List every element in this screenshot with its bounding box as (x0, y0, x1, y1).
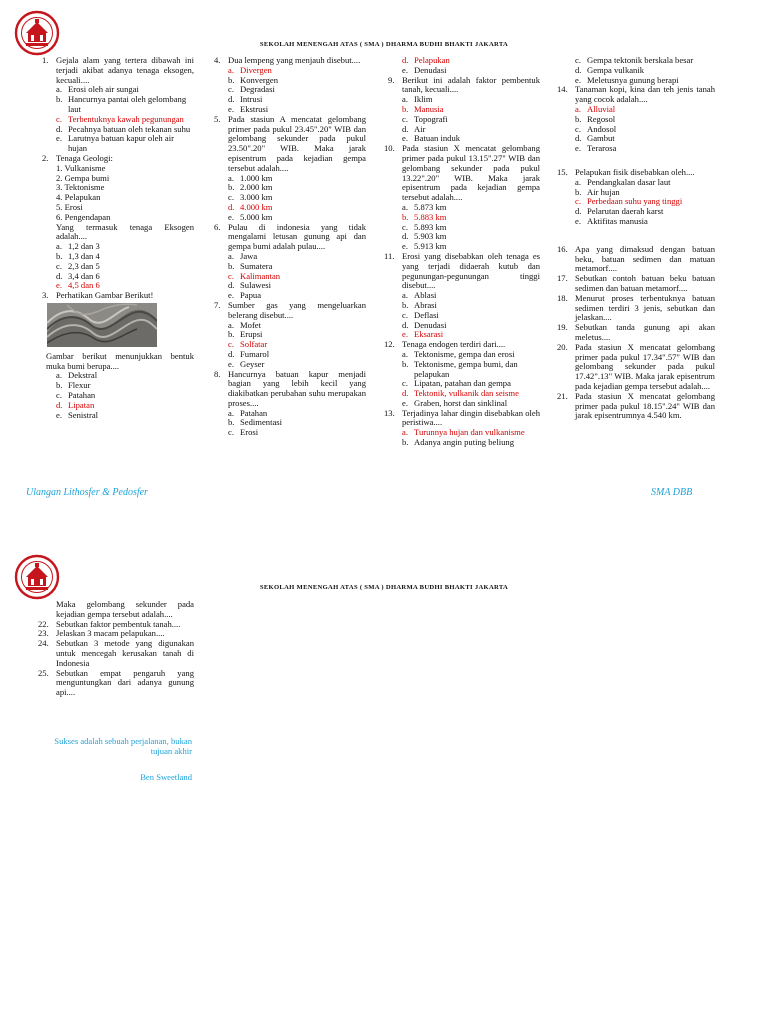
quote-author: Ben Sweetland (140, 772, 192, 782)
school-logo-icon (14, 554, 60, 600)
option-a: a. 5.873 km (402, 201, 447, 212)
option-a-answer: a. Divergen (228, 64, 272, 75)
option-a: a. Pendangkalan dasar laut (575, 176, 671, 187)
option-d-answer: d. Lipatan (56, 399, 95, 410)
option-e: e. Denudasi (402, 64, 447, 75)
option-c: c. 3.000 km (228, 192, 273, 203)
option-e: e. Ekstrusi (228, 103, 269, 114)
option-b: b. Flexur (56, 380, 91, 391)
option-d: d. Fumarol (228, 348, 270, 359)
option-b: b. 1,3 dan 4 (56, 250, 100, 261)
option-d: d. Intrusi (228, 94, 263, 105)
option-a: a. Iklim (402, 94, 433, 105)
school-title: SEKOLAH MENENGAH ATAS ( SMA ) DHARMA BUDHI BHAKTI JAKARTA (259, 584, 509, 591)
question-8: 8. Hancurnya batuan kapur menjadi bagian yang lebih kecil yang diakibatkan perubahan suhu merupakan proses.... (214, 368, 366, 408)
option-e: e. Terarosa (575, 143, 617, 154)
question-6: 6. Pulau di indonesia yang tidak mengalami letusan gunung api dan gempa bumi adalah pulau.... (214, 221, 366, 252)
question-22: 22. Sebutkan faktor pembentuk tanah.... (38, 618, 181, 629)
option-b: b. Regosol (575, 113, 616, 124)
option-e: e. 5.000 km (228, 211, 273, 222)
option-c-answer: c. Terbentuknya kawah pegunungan (56, 113, 184, 124)
question-2: 2. Tenaga Geologi: (42, 152, 113, 163)
option-c: c. 5.893 km (402, 221, 447, 232)
question-15: 15. Pelapukan fisik disebabkan oleh.... (557, 166, 695, 177)
question-10: 10. Pada stasiun X mencatat gelombang primer pada pukul 13.15".27" WIB dan gelombang sekunder pada pukul 13.22".20" WIB. Maka jarak episentrum pada kejadian gempa tersebut adalah.... (384, 143, 540, 203)
option-e: e. Geyser (228, 358, 265, 369)
option-b: b. Sedimentasi (228, 417, 283, 428)
option-b: b. Erupsi (228, 329, 263, 340)
question-text: Yang termasuk tenaga Eksogen adalah.... (56, 221, 194, 242)
option-e: e. Meletusnya gunung berapi (575, 74, 679, 85)
question-18: 18. Menurut proses terbentuknya batuan sedimen terdiri 3 jenis, sebutkan dan jelaskan.... (557, 292, 715, 323)
option-d: d. Denudasi (402, 319, 447, 330)
question-19: 19. Sebutkan tanda gunung api akan meletus.... (557, 322, 715, 342)
option-a: a. Tektonisme, gempa dan erosi (402, 348, 515, 359)
footer-subject: Ulangan Lithosfer & Pedosfer (26, 487, 148, 498)
page2-column (38, 599, 194, 698)
list-item: 3. Tektonisme (56, 182, 105, 193)
option-c: c. Gempa tektonik berskala besar (575, 55, 694, 65)
option-b: b. Tektonisme, gempa bumi, dan pelapukan (402, 358, 518, 379)
option-b: b. 2.000 km (228, 182, 273, 193)
question-14: 14. Tanaman kopi, kina dan teh jenis tanah yang cocok adalah.... (557, 84, 715, 105)
option-a: a. Dekstral (56, 370, 98, 381)
option-b: b. Abrasi (402, 299, 437, 310)
question-16: 16. Apa yang dimaksud dengan batuan beku, batuan sedimen dan matuan metamorf.... (557, 243, 715, 274)
option-a: a. 1.000 km (228, 172, 273, 183)
list-item: 6. Pengendapan (56, 211, 111, 222)
option-c: c. Degradasi (228, 84, 275, 95)
option-d: d. Gempa vulkanik (575, 64, 645, 75)
question-21: 21. Pada stasiun X mencatat gelombang primer pada pukul 18.15".24" WIB dan jarak episentrumnya 4.540 km. (557, 390, 715, 421)
option-d-answer: d. Tektonik, vulkanik dan seisme (402, 388, 519, 399)
option-a: a. Erosi oleh air sungai (56, 84, 139, 95)
option-d: d. Pelarutan daerah karst (575, 206, 664, 217)
option-c-answer: c. Kalimantan (228, 270, 281, 281)
question-text: Gambar berikut menunjukkan bentuk muka bumi berupa.... (46, 350, 194, 371)
option-a: a. Patahan (228, 407, 268, 418)
option-a: a. Mofet (228, 319, 262, 330)
option-a: a. Jawa (228, 250, 258, 261)
option-c-answer: c. Perbedaan suhu yang tinggi (575, 196, 683, 207)
option-e: e. Graben, horst dan sinklinal (402, 397, 508, 408)
option-d-answer: d. Pelapukan (402, 55, 450, 65)
option-c: c. Deflasi (402, 309, 439, 320)
question-text: Gejala alam yang tertera dibawah ini terjadi akibat adanya tenaga eksogen, kecuali.... (56, 55, 194, 85)
footer-school: SMA DBB (651, 487, 693, 498)
question-7: 7. Sumber gas yang mengeluarkan belerang disebut.... (214, 299, 366, 320)
question-20: 20. Pada stasiun X mencatat gelombang primer pada pukul 17.34".57" WIB dan gelombang sekunder pada pukul 17.42".13" WIB. Maka jarak episentrum pada kejadian gempa tersebut adalah.... (557, 341, 715, 391)
list-item: 1. Vulkanisme (56, 162, 106, 173)
option-e: e. Aktifitas manusia (575, 215, 648, 226)
option-a: a. 1,2 dan 3 (56, 241, 100, 252)
column-4 (557, 55, 715, 421)
option-d: d. 5.903 km (402, 231, 447, 242)
option-e: e. Batuan induk (402, 133, 461, 144)
question-11: 11. Erosi yang disebabkan oleh tenaga es yang terjadi didaerah kutub dan pegunungan-pegunungan tinggi disebut.... (384, 250, 540, 291)
list-item: 5. Erosi (56, 201, 83, 212)
option-a-answer: a. Alluvial (575, 103, 616, 114)
question-1: 1. Gejala alam yang tertera dibawah ini terjadi akibat adanya tenaga eksogen, kecuali.... (42, 55, 194, 85)
option-e-answer: e. 4,5 dan 6 (56, 280, 100, 291)
question-13: 13. Terjadinya lahar dingin disebabkan oleh peristiwa.... (384, 407, 540, 428)
option-c: c. Lipatan, patahan dan gempa (402, 378, 511, 389)
option-b: b. Air hujan (575, 186, 620, 197)
question-24: 24. Sebutkan 3 metode yang digunakan untuk mencegah kerusakan tanah di Indonesia (38, 638, 194, 668)
option-d: d. 3,4 dan 6 (56, 270, 100, 281)
question-9: 9. Berikut ini adalah faktor pembentuk tanah, kecuali.... (388, 74, 540, 95)
option-c: c. Patahan (56, 389, 96, 400)
list-item: 4. Pelapukan (56, 192, 101, 203)
option-d-answer: d. 4.000 km (228, 201, 273, 212)
question-4: 4. Dua lempeng yang menjauh disebut.... (214, 55, 361, 65)
question-23: 23. Jelaskan 3 macam pelapukan.... (38, 628, 165, 639)
option-e: e. Larutnya batuan kapur oleh air hujan (56, 133, 174, 154)
option-b: b. Adanya angin puting beliung (402, 437, 515, 448)
question-17: 17. Sebutkan contoh batuan beku batuan sedimen dan batuan metamorf.... (557, 273, 715, 293)
motivational-quote: Sukses adalah sebuah perjalanan, bukan tujuan akhir (54, 736, 192, 756)
question-5: 5. Pada stasiun A mencatat gelombang primer pada pukul 23.45".20" WIB dan gelombang sekunder pada pukul 23.50".20" WIB. Maka jarak episentrum pada kejadian gempa tersebut adalah.... (214, 113, 366, 173)
column-2 (214, 56, 366, 438)
column-3 (384, 55, 540, 448)
school-title: SEKOLAH MENENGAH ATAS ( SMA ) DHARMA BUDHI BHAKTI JAKARTA (259, 41, 509, 48)
option-c: c. Erosi (228, 427, 259, 438)
option-c-answer: c. Solfatar (228, 339, 268, 350)
option-d: d. Sulawesi (228, 280, 272, 291)
option-c: c. Andosol (575, 123, 617, 134)
option-d: d. Air (402, 123, 426, 134)
question-21-continued: Maka gelombang sekunder pada kejadian gempa tersebut adalah.... (56, 599, 194, 619)
question-25: 25. Sebutkan empat pengaruh yang menguntungkan dari adanya gunung api.... (38, 667, 194, 698)
option-a: a. Ablasi (402, 290, 437, 301)
option-e: e. Senistral (56, 409, 99, 420)
option-e-answer: e. Eksarasi (402, 329, 444, 340)
column-1 (42, 56, 194, 420)
option-b-answer: b. Manusia (402, 103, 444, 114)
option-d: d. Gambut (575, 133, 615, 144)
question-3: 3. Perhatikan Gambar Berikut! (42, 290, 154, 301)
option-b: b. Hancurnya pantai oleh gelombang laut (56, 94, 187, 114)
option-b: b. Konvergen (228, 74, 279, 85)
option-b: b. Sumatera (228, 260, 273, 271)
question-12: 12. Tenaga endogen terdiri dari.... (384, 339, 506, 350)
option-e: e. Papua (228, 290, 262, 301)
option-a-answer: a. Turunnya hujan dan vulkanisme (402, 427, 525, 438)
option-d: d. Pecahnya batuan oleh tekanan suhu (56, 123, 191, 134)
list-item: 2. Gempa bumi (56, 172, 110, 183)
option-c: c. 2,3 dan 5 (56, 260, 100, 271)
option-c: c. Topografi (402, 113, 448, 124)
option-e: e. 5.913 km (402, 241, 447, 252)
rock-fold-photo (47, 303, 157, 347)
option-b-answer: b. 5.883 km (402, 211, 447, 222)
